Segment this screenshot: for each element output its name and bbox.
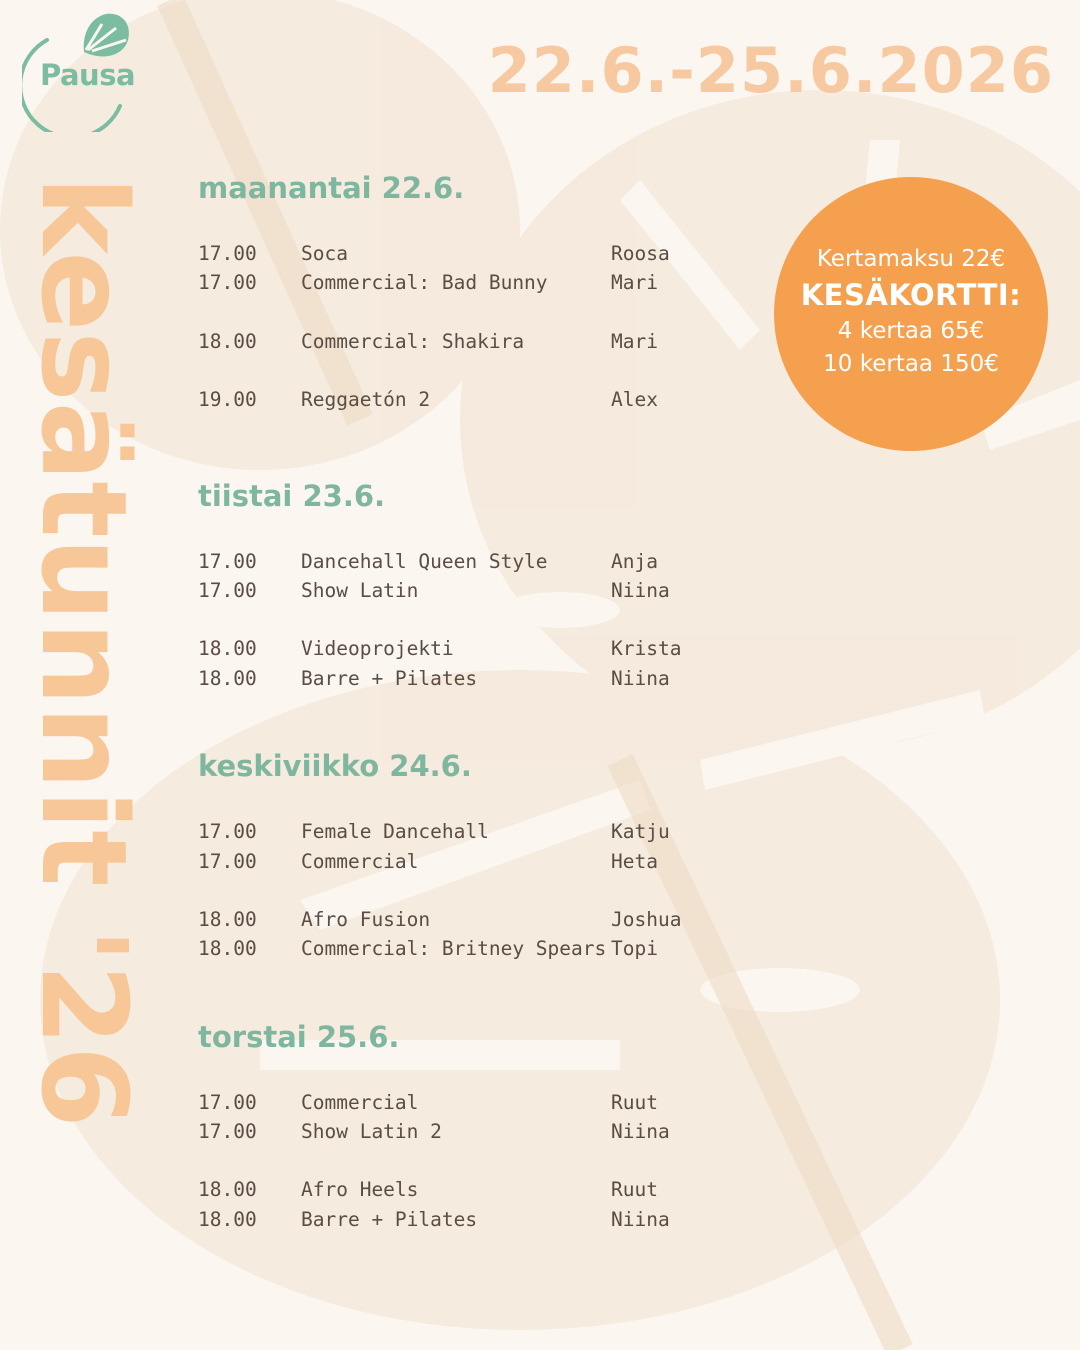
class-name: Commercial: Britney Spears [301,937,607,961]
class-teacher: Niina [611,578,670,602]
class-time: 17.00 [198,1090,257,1114]
class-name: Barre + Pilates [301,666,478,690]
class-row [198,327,758,356]
class-name: Barre + Pilates [301,1207,478,1231]
class-row [198,239,758,268]
class-name: Commercial: Bad Bunny [301,271,548,295]
day-section [198,473,758,694]
date-range-title: 22.6.-25.6.2026 [487,34,1054,107]
class-row [198,847,758,876]
day-section [198,1014,758,1235]
class-teacher: Katju [611,820,670,844]
class-row [198,1205,758,1234]
single-price: Kertamaksu 22€ [816,246,1006,272]
class-name: Commercial: Shakira [301,329,525,353]
class-time: 17.00 [198,271,257,295]
class-time: 17.00 [198,549,257,573]
class-teacher: Mari [611,329,658,353]
class-teacher: Alex [611,388,658,412]
day-title: torstai 25.6. [198,1019,400,1054]
day-title: keskiviikko 24.6. [198,749,472,784]
class-teacher: Mari [611,271,658,295]
class-teacher: Anja [611,549,658,573]
class-teacher: Heta [611,849,658,873]
day-title: maanantai 22.6. [198,171,465,205]
class-row [198,817,758,846]
class-row [198,1175,758,1204]
class-teacher: Niina [611,666,670,690]
class-row [198,385,758,414]
class-row [198,664,758,693]
class-row [198,934,758,963]
summer-card-title: KESÄKORTTI: [800,278,1022,312]
class-teacher: Joshua [611,907,682,931]
class-time: 17.00 [198,849,257,873]
class-teacher: Ruut [611,1178,658,1202]
logo-text: Pausa [40,58,136,92]
class-time: 18.00 [198,1207,257,1231]
card-option-4: 4 kertaa 65€ [837,318,985,344]
class-row [198,1088,758,1117]
schedule [198,165,758,1234]
class-teacher: Roosa [611,242,670,265]
class-row [198,905,758,934]
class-time: 17.00 [198,242,257,265]
class-name: Afro Heels [301,1178,419,1202]
class-row [198,634,758,663]
class-name: Female Dancehall [301,820,489,844]
class-time: 19.00 [198,388,257,412]
class-teacher: Niina [611,1120,670,1144]
class-time: 18.00 [198,907,257,931]
class-time: 18.00 [198,1178,257,1202]
class-name: Reggaetón 2 [301,388,431,412]
class-name: Soca [301,242,348,265]
day-title: tiistai 23.6. [198,478,386,513]
class-name: Commercial [301,849,419,873]
class-name: Show Latin [301,578,419,602]
class-name: Afro Fusion [301,907,431,931]
class-time: 18.00 [198,937,257,961]
card-option-10: 10 kertaa 150€ [823,351,999,377]
class-teacher: Niina [611,1207,670,1231]
class-time: 18.00 [198,329,257,353]
day-section [198,743,758,964]
class-row [198,547,758,576]
class-time: 17.00 [198,820,257,844]
class-time: 17.00 [198,1120,257,1144]
day-section [198,165,758,415]
class-name: Videoprojekti [301,637,454,661]
class-name: Commercial [301,1090,419,1114]
price-badge [774,177,1048,451]
class-row [198,268,758,297]
class-row [198,1117,758,1146]
class-teacher: Topi [611,937,658,961]
class-time: 18.00 [198,637,257,661]
class-time: 17.00 [198,578,257,602]
class-row [198,576,758,605]
class-name: Show Latin 2 [301,1120,442,1144]
vertical-title: kesätunnit '26 [15,176,153,1128]
class-teacher: Ruut [611,1090,658,1114]
class-name: Dancehall Queen Style [301,549,548,573]
class-time: 18.00 [198,666,257,690]
class-teacher: Krista [611,637,682,661]
